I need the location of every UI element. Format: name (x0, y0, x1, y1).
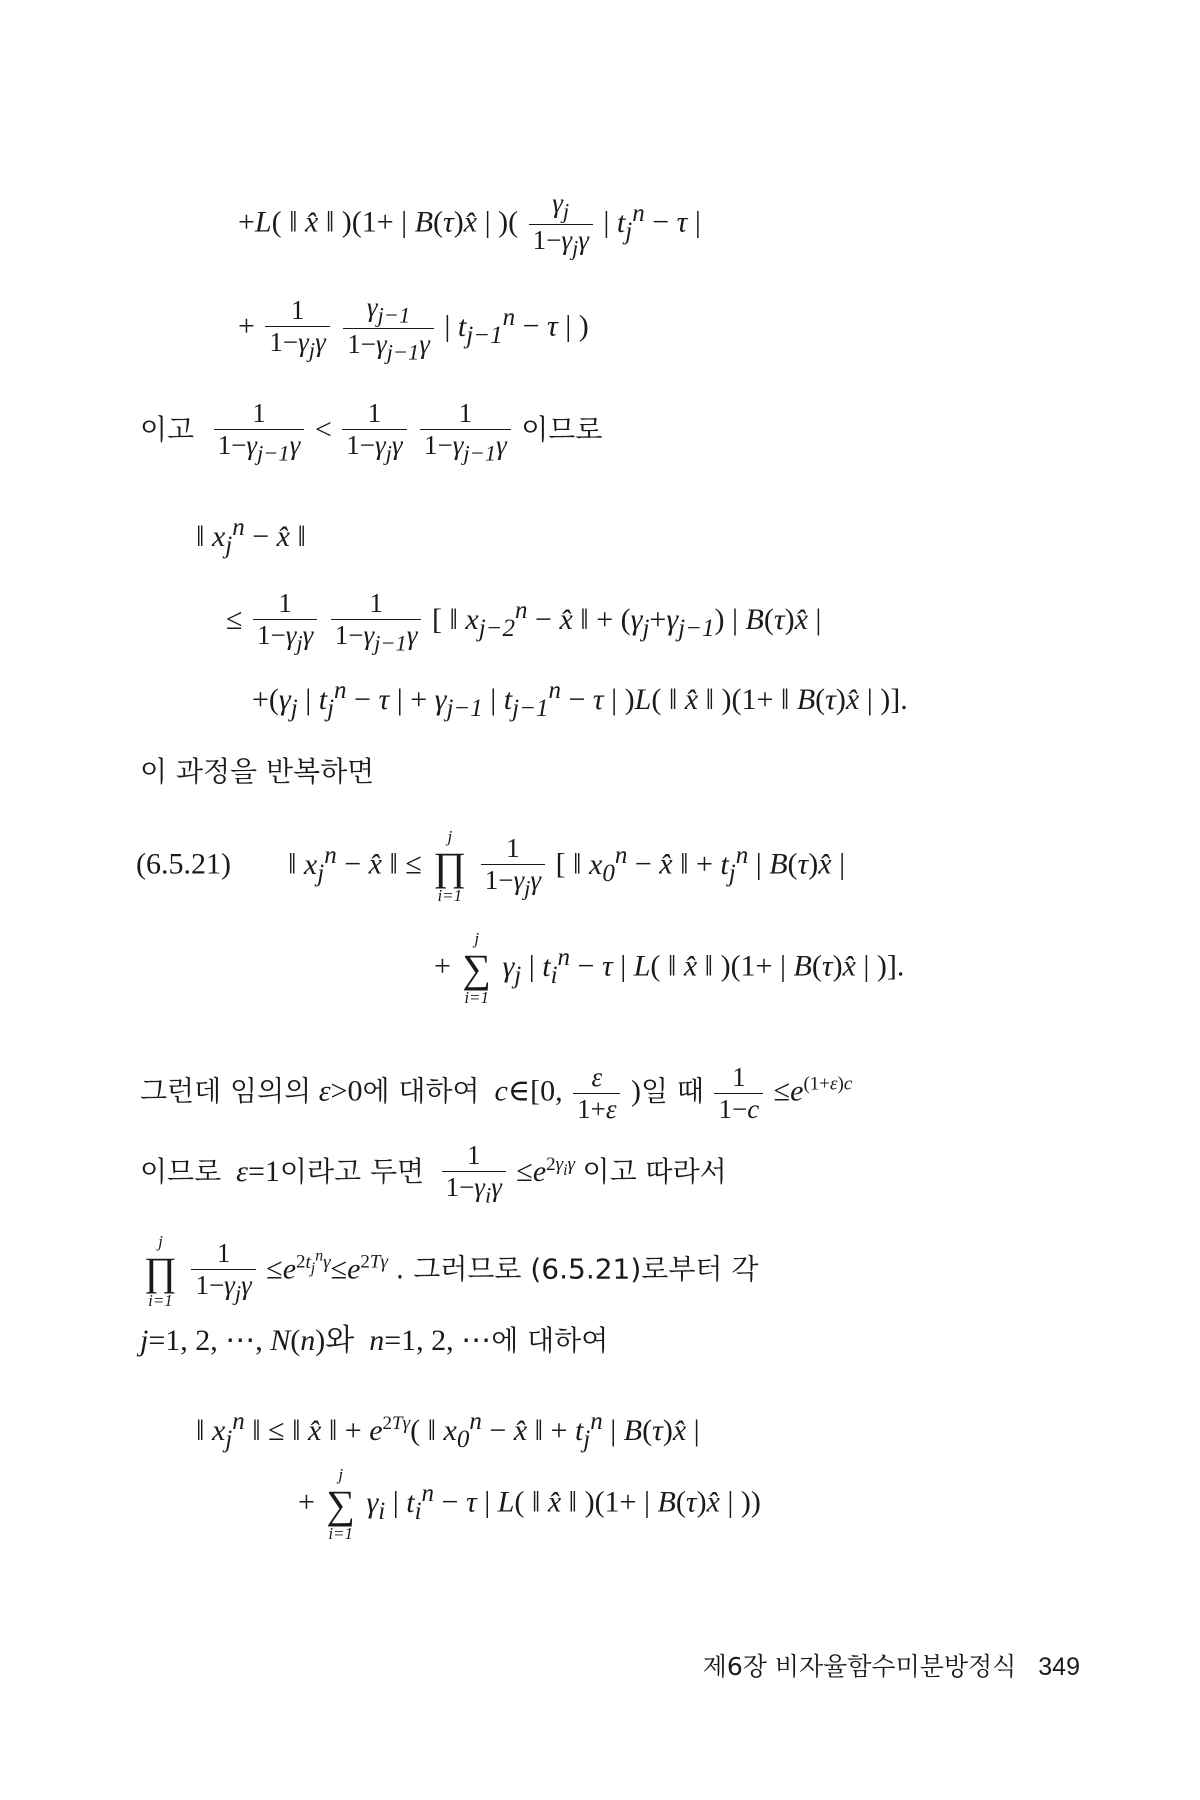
equation-line: $+(\gamma_j$ | $t_j^n - \tau$ | + $\gamma_{j-1}$ | $t_{j-1}^n - \tau$ | )L( ‖ x̂ ‖ )(1+ ‖ B(τ)x̂ | )]. (252, 677, 908, 722)
equation-line: ≤ $\frac{1}{1-\gamma_j\gamma}$ $\frac{1}{1-\gamma_{j-1}\gamma}$ [ ‖ $x_{j-2}^n$ − x̂ ‖ + $(\gamma_j+\gamma_{j-1})$ | B(τ)x̂ | (226, 588, 822, 656)
text-line (140, 755, 374, 790)
equation-line: + $\frac{1}{1-\gamma_j\gamma}$ $\frac{\gamma_{j-1}}{1-\gamma_{j-1}\gamma}$ | $t_{j-1}^n - \tau$ | ) (238, 292, 589, 365)
equation-line: + j ∑ i=1 $\gamma_i$ | $t_i^n - \tau$ | L( ‖ x̂ ‖ )(1+ | B(τ)x̂ | )) (298, 1465, 761, 1543)
equation-number: (6.5.21) (136, 847, 231, 881)
text-line: 이고 $\frac{1}{1-\gamma_{j-1}\gamma}$ < $\frac{1}{1-\gamma_j\gamma}$ $\frac{1}{1-\gamma_{j-1}\gamma}$ 이므로 (140, 398, 603, 466)
text-fragment: 이므로 (140, 1155, 222, 1189)
chapter-title: 제6장 비자율함수미분방정식 (702, 1652, 1017, 1681)
page-number: 349 (1038, 1653, 1080, 1681)
text-fragment: 에 대하여 (491, 1324, 609, 1357)
equation-line: +L( ‖ x̂ ‖ )(1+ | B(τ)x̂ | )( $\frac{\gamma_j}{1-\gamma_j\gamma}$ | $t_j^n - \tau$ | (238, 188, 701, 261)
equation-line: + j ∑ i=1 $\gamma_j$ | $t_i^n - \tau$ | L( ‖ x̂ ‖ )(1+ | B(τ)x̂ | )]. (434, 929, 905, 1007)
text-fragment: . 그러므로 (6.5.21)로부터 각 (395, 1252, 759, 1286)
text-fragment: 이므로 (521, 413, 603, 447)
text-fragment: 이고 따라서 (582, 1155, 727, 1189)
text-line: j ∏ i=1 $\frac{1}{1-\gamma_j\gamma}$ $\le e^{2t_j^n\gamma}\le e^{2T\gamma}$ . 그러므로 (6.5.21)로부터 각 (144, 1232, 759, 1310)
text-fragment: 그런데 임의의 (140, 1074, 312, 1108)
text-fragment: 에 대하여 (362, 1074, 480, 1108)
equation-line: (6.5.21) ‖ $x_j^n$ − x̂ ‖ ≤ j ∏ i=1 $\frac{1}{1-\gamma_j\gamma}$ [ ‖ $x_0^n$ − x̂ ‖ + $t_j^n$ | B(τ)x̂ | (136, 827, 846, 905)
page-footer (703, 1647, 1080, 1683)
text-line: 이므로 ε=1이라고 두면 $\frac{1}{1-\gamma_i\gamma}$ $\le e^{2\gamma_i\gamma}$ 이고 따라서 (140, 1140, 727, 1208)
text-line: j=1, 2, ⋯, N(n)와 n=1, 2, ⋯에 대하여 (140, 1324, 609, 1357)
equation-line: ‖ $x_j^n$ ‖ ≤ ‖ x̂ ‖ + $e^{2T\gamma}$( ‖ $x_0^n$ − x̂ ‖ + $t_j^n$ | B(τ)x̂ | (196, 1408, 700, 1453)
text-fragment: 이라고 두면 (279, 1155, 425, 1189)
text-fragment: 일 때 (640, 1074, 704, 1108)
text-fragment: 이 과정을 반복하면 (140, 755, 375, 788)
text-line: 그런데 임의의 ε>0에 대하여 c∈[0, $\frac{\varepsilon}{1+\varepsilon}$ )일 때 $\frac{1}{1-c}$ $\le e^{(1+\varepsilon)c}$ (140, 1062, 853, 1125)
equation-line: ‖ $x_j^n$ − x̂ ‖ (196, 514, 306, 559)
text-fragment: 이고 (140, 413, 195, 447)
